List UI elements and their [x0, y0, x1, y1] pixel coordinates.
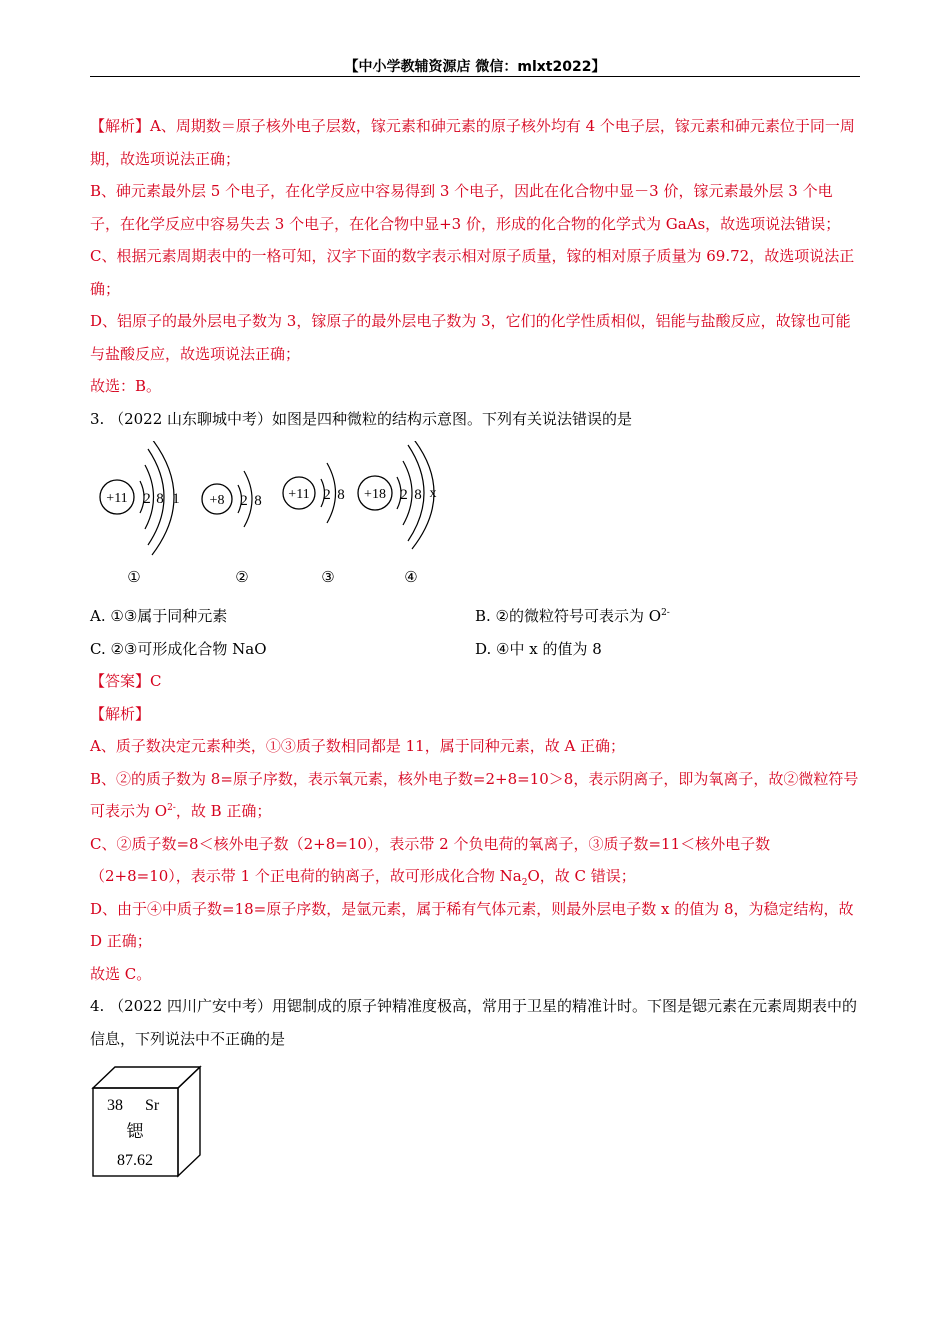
q3-analysis-c-text: C、②质子数=8＜核外电子数（2+8=10），表示带 2 个负电荷的氧离子，③质子数=11＜核外电子数（2+8=10），表示带 1 个正电荷的钠离子，故可形成化合物 Na — [90, 834, 771, 885]
atom-1-shell-2: 8 — [156, 491, 164, 507]
atom-structure-figure — [90, 441, 490, 596]
q3-option-a: A. ①③属于同种元素 — [90, 607, 228, 625]
q3-analysis-c — [90, 828, 860, 893]
q3-option-b-charge: 2- — [661, 608, 670, 618]
atom-1-shell-3: 1 — [172, 491, 180, 507]
element-name: 锶 — [126, 1122, 144, 1142]
atom-diagram-3 — [283, 463, 345, 586]
atom-2-shell-2: 8 — [254, 493, 262, 509]
q2-analysis-d: D、铝原子的最外层电子数为 3，镓原子的最外层电子数为 3，它们的化学性质相似，铝能与盐酸反应，故镓也可能与盐酸反应，故选项说法正确； — [90, 312, 851, 363]
q3-option-c: C. ②③可形成化合物 NaO — [90, 639, 267, 658]
atom-diagram-4 — [358, 441, 437, 586]
atom-diagram-1 — [100, 441, 180, 586]
q2-conclusion: 故选：B。 — [90, 377, 162, 395]
q3-analysis-d: D、由于④中质子数=18=原子序数，是氩元素，属于稀有气体元素，则最外层电子数 x 的值为 8，为稳定结构，故 D 正确； — [90, 899, 854, 950]
atom-structure-svg — [90, 441, 490, 596]
q3-analysis-a: A、质子数决定元素种类，①③质子数相同都是 11，属于同种元素，故 A 正确； — [90, 737, 626, 755]
atom-2-label: ② — [235, 570, 249, 586]
q3-answer: 【答案】C — [90, 672, 162, 690]
element-symbol: Sr — [145, 1097, 160, 1114]
element-cell-svg — [90, 1065, 220, 1180]
q2-analysis-a: 【解析】A、周期数＝原子核外电子层数，镓元素和砷元素的原子核外均有 4 个电子层，镓元素和砷元素位于同一周期，故选项说法正确； — [90, 117, 855, 168]
atom-4-shell-2: 8 — [414, 487, 422, 503]
q3-analysis-b-charge: 2- — [167, 803, 176, 813]
atom-4-shell-1: 2 — [400, 487, 408, 503]
element-cell-figure — [90, 1065, 220, 1180]
q3-option-b — [475, 600, 860, 633]
atom-2-shell-1: 2 — [240, 493, 248, 509]
q3-analysis-b-tail: ，故 B 正确； — [175, 802, 272, 820]
q3-analysis-b-text: B、②的质子数为 8=原子序数，表示氧元素，核外电子数=2+8=10＞8，表示阴离子，即为氧离子，故②微粒符号可表示为 O — [90, 769, 859, 820]
atom-3-nucleus: +11 — [288, 487, 310, 502]
q2-analysis-c: C、根据元素周期表中的一格可知，汉字下面的数字表示相对原子质量，镓的相对原子质量为 69.72，故选项说法正确； — [90, 247, 855, 298]
atom-1-shell-1: 2 — [143, 491, 151, 507]
atom-2-nucleus: +8 — [209, 493, 225, 508]
atom-diagram-2 — [202, 471, 262, 586]
q3-analysis-b — [90, 763, 860, 828]
atom-4-shell-3: x — [429, 486, 437, 501]
q3-conclusion: 故选 C。 — [90, 964, 152, 983]
atom-1-nucleus: +11 — [106, 491, 128, 506]
element-atomic-mass: 87.62 — [117, 1152, 153, 1169]
q3-analysis-c-tail: O，故 C 错误； — [527, 867, 636, 885]
q3-analysis-title: 【解析】 — [90, 704, 151, 723]
q3-option-d: D. ④中 x 的值为 8 — [475, 639, 602, 658]
q4-stem: 4. （2022 四川广安中考）用锶制成的原子钟精准度极高，常用于卫星的精准计时。下图是锶元素在元素周期表中的信息，下列说法中不正确的是 — [90, 997, 858, 1048]
header-divider — [90, 76, 860, 77]
atom-3-label: ③ — [321, 570, 335, 586]
atom-4-nucleus: +18 — [364, 487, 386, 502]
atom-4-label: ④ — [404, 570, 418, 586]
q3-options — [90, 600, 860, 665]
page-header: 【中小学教辅资源店 微信：mlxt2022】 — [344, 59, 606, 75]
element-atomic-number: 38 — [107, 1097, 123, 1114]
q2-analysis-b: B、砷元素最外层 5 个电子，在化学反应中容易得到 3 个电子，因此在化合物中显－3 价，镓元素最外层 3 个电子，在化学反应中容易失去 3 个电子，在化合物中显+3 价，形成的化合物的化学式为 GaAs，故选项说法错误； — [90, 182, 841, 233]
atom-3-shell-1: 2 — [323, 487, 331, 503]
atom-1-label: ① — [127, 570, 141, 586]
q3-stem: 3. （2022 山东聊城中考）如图是四种微粒的结构示意图。下列有关说法错误的是 — [90, 409, 633, 428]
q3-option-b-text: B. ②的微粒符号可表示为 O — [475, 607, 662, 625]
q3-analysis-c-subscript: 2 — [521, 878, 528, 888]
page-content — [90, 110, 860, 1180]
atom-3-shell-2: 8 — [337, 487, 345, 503]
